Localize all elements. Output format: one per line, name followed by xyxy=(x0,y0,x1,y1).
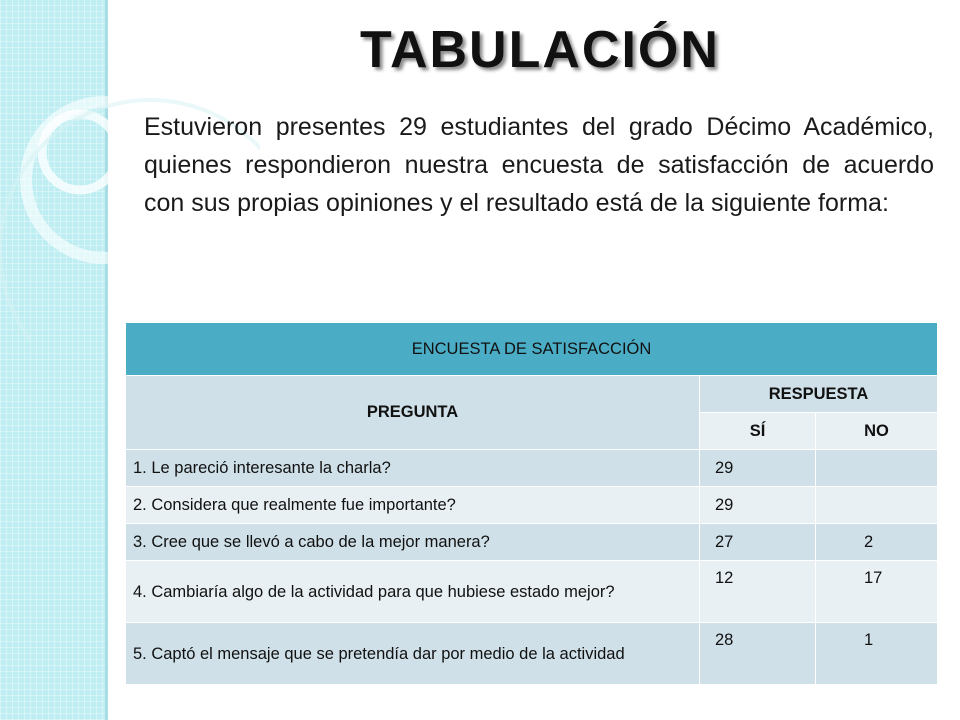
si-cell: 12 xyxy=(700,561,816,623)
table-row xyxy=(126,450,938,487)
table-title: ENCUESTA DE SATISFACCIÓN xyxy=(126,323,938,376)
table-row xyxy=(126,623,938,685)
survey-table xyxy=(125,322,938,685)
question-cell: 1. Le pareció interesante la charla? xyxy=(126,450,700,487)
no-cell: 17 xyxy=(816,561,938,623)
question-cell: 3. Cree que se llevó a cabo de la mejor manera? xyxy=(126,524,700,561)
no-cell xyxy=(816,487,938,524)
si-cell: 28 xyxy=(700,623,816,685)
si-cell: 29 xyxy=(700,450,816,487)
header-respuesta: RESPUESTA xyxy=(700,376,938,413)
question-cell: 4. Cambiaría algo de la actividad para que hubiese estado mejor? xyxy=(126,561,700,623)
intro-paragraph: Estuvieron presentes 29 estudiantes del grado Décimo Académico, quienes respondieron nuestra encuesta de satisfacción de acuerdo con sus propias opiniones y el resultado está de la siguiente forma: xyxy=(144,113,934,217)
header-si: SÍ xyxy=(700,413,816,450)
slide-title: TABULACIÓN xyxy=(360,21,720,79)
question-cell: 5. Captó el mensaje que se pretendía dar por medio de la actividad xyxy=(126,623,700,685)
header-no: NO xyxy=(816,413,938,450)
si-cell: 29 xyxy=(700,487,816,524)
no-cell: 2 xyxy=(816,524,938,561)
question-cell: 2. Considera que realmente fue importante? xyxy=(126,487,700,524)
table-row xyxy=(126,561,938,623)
header-pregunta: PREGUNTA xyxy=(126,376,700,450)
table-row xyxy=(126,524,938,561)
no-cell: 1 xyxy=(816,623,938,685)
si-cell: 27 xyxy=(700,524,816,561)
no-cell xyxy=(816,450,938,487)
table-row xyxy=(126,487,938,524)
